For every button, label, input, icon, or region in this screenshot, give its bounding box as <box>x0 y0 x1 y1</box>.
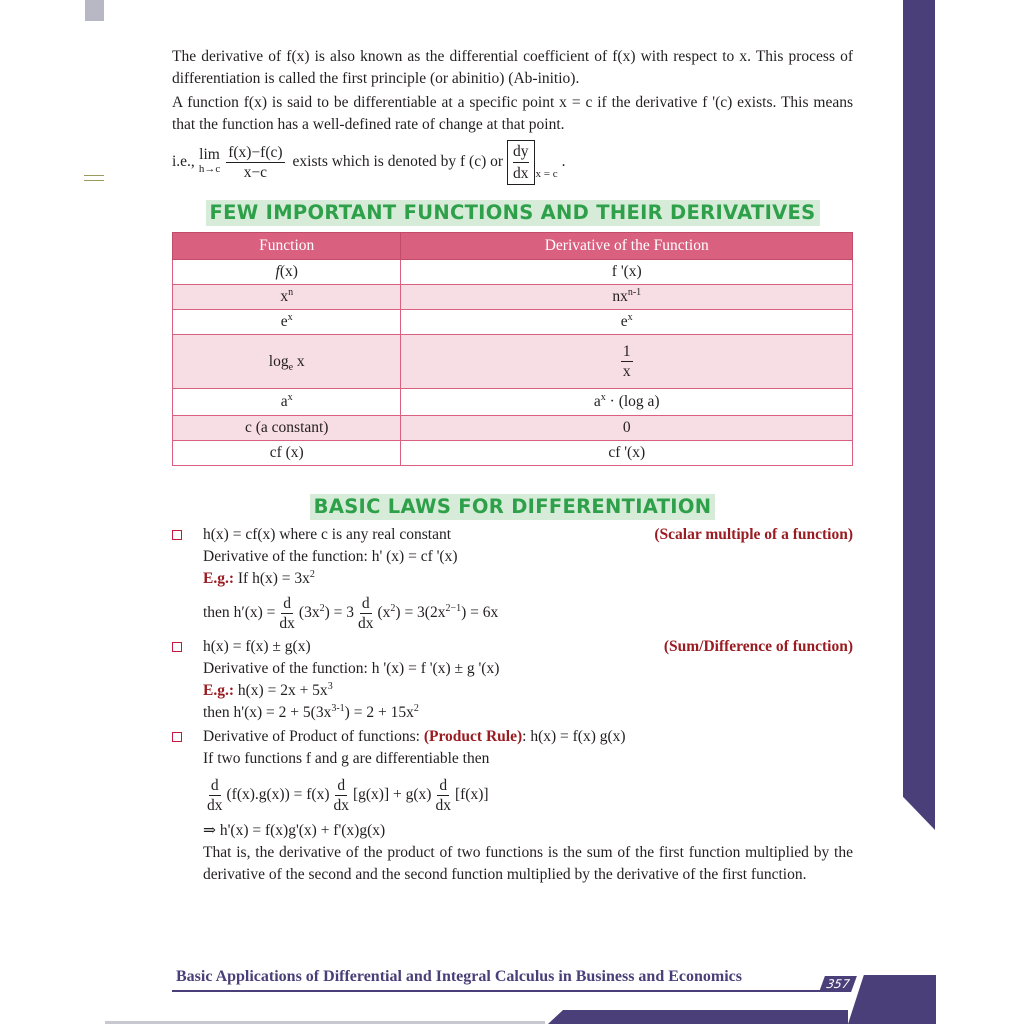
eg-label: E.g.: <box>203 570 234 587</box>
checkbox-bullet-icon <box>172 732 182 742</box>
ie-label: i.e., <box>172 153 195 170</box>
law2-tag: (Sum/Difference of function) <box>663 638 853 655</box>
derivatives-table <box>172 232 853 466</box>
table-header-function: Function <box>173 233 401 260</box>
law3-implies: ⇒ h'(x) = f(x)g'(x) + f'(x)g(x) <box>203 822 386 839</box>
cell-xn: $x^n$ <box>173 285 401 310</box>
law3-rest: : h(x) = f(x) g(x) <box>522 728 626 745</box>
laws-title-wrap <box>172 494 853 520</box>
at-x-equals-c: x = c <box>535 167 558 180</box>
top-tab-decoration <box>85 0 104 21</box>
cell-zero: 0 <box>401 416 853 441</box>
page-content <box>172 46 853 886</box>
law2-then-text: then h'(x) = 2 + 5(3x <box>203 704 332 721</box>
law-scalar-multiple <box>172 524 853 636</box>
product-rule-formula: $\frac{d}{dx}$ (f(x).g(x)) = f(x) $\frac{d}{dx}$ [g(x)] + g(x) $\frac{d}{dx}$ [f(x)] <box>207 776 489 814</box>
law3-statement <box>203 726 853 748</box>
page-number: 357 <box>819 976 857 992</box>
cell-ax-loga: $a^x \cdot (\log$ a) <box>401 389 853 416</box>
law1-derivative: Derivative of the function: h' (x) = cf '(x) <box>203 548 458 565</box>
table-row <box>173 260 853 285</box>
period: . <box>561 153 566 170</box>
law2-then-mid: ) = 2 + 15x <box>344 704 414 721</box>
footer-title: Basic Applications of Differential and Integral Calculus in Business and Economics <box>176 968 742 985</box>
cell-fprime: f '(x) <box>401 260 853 285</box>
cell-ex: $e^x$ <box>173 310 401 335</box>
law1-tag: (Scalar multiple of a function) <box>654 526 853 543</box>
intro-paragraph-2: A function f(x) is said to be differentiable at a specific point x = c if the derivative f '(c) exists. This means that the function has a well-defined rate of change at that point. <box>172 94 853 133</box>
functions-title-wrap <box>172 200 853 226</box>
law2-statement: h(x) = f(x) ± g(x) <box>203 638 311 655</box>
checkbox-bullet-icon <box>172 530 182 540</box>
table-row <box>173 441 853 466</box>
lim-sub: h→c <box>198 163 221 175</box>
law1-statement: h(x) = cf(x) where c is any real constant <box>203 526 452 543</box>
law2-derivative: Derivative of the function: h '(x) = f '(x) ± g '(x) <box>203 660 500 677</box>
intro-paragraph-1: The derivative of f(x) is also known as the differential coefficient of f(x) with respect to x. This process of differentiation is called the first principle (or abinitio) (Ab-initio). <box>172 48 853 87</box>
table-row <box>173 416 853 441</box>
dy-dx-bracket <box>507 140 558 185</box>
law3-explanation: That is, the derivative of the product of two functions is the sum of the first function multiplied by the derivative of the second and the second function multiplied by the derivative of the first function. <box>203 844 853 883</box>
cell-cfprime: cf '(x) <box>401 441 853 466</box>
law2-then: then $h'(x) = 2 + 5(3x^{3-1}) = 2 + 15x^2$ <box>203 702 419 721</box>
side-band <box>903 0 935 830</box>
product-rule-label: (Product Rule) <box>423 728 523 745</box>
cell-ex-deriv: $e^x$ <box>401 310 853 335</box>
cell-fx: f(x) <box>173 260 401 285</box>
difference-quotient <box>226 143 284 182</box>
law2-eg-text: h(x) = 2x + 5x <box>237 682 328 699</box>
table-row <box>173 335 853 389</box>
law2-example: E.g.: $h(x) = 2x + 5x^3$ <box>203 680 333 699</box>
laws-section-title: BASIC LAWS FOR DIFFERENTIATION <box>310 494 716 520</box>
cell-loge-x: $\log_e x$ <box>173 335 401 389</box>
eg-label: E.g.: <box>203 682 234 699</box>
then-label: then <box>203 604 230 621</box>
cell-cfx: cf (x) <box>173 441 401 466</box>
law3-condition: If two functions f and g are differentiable then <box>203 750 490 767</box>
law-product-rule <box>172 726 853 886</box>
frac-numerator: f(x)−f(c) <box>228 143 283 161</box>
dy-text: dy <box>513 141 529 163</box>
law1-calculation: then h′(x) = $\frac{d}{dx}$ $(3x^2) = 3$ $\frac{d}{dx}$ $(x^2) = 3(2x^{2-1}) = 6x$ <box>203 594 499 632</box>
dx-text: dx <box>513 164 529 182</box>
table-row <box>173 285 853 310</box>
law-sum-difference <box>172 636 853 724</box>
law1-eg-text: If h(x) = 3x <box>237 570 310 587</box>
cell-ax: $a^x$ <box>173 389 401 416</box>
law3-lead: Derivative of Product of functions: <box>203 728 420 745</box>
footer-rule <box>172 990 822 992</box>
law1-example: E.g.: If $h(x) = 3x^2$ <box>203 568 315 587</box>
table-row <box>173 389 853 416</box>
lim-text: lim <box>199 146 220 163</box>
footer-band <box>848 975 936 1024</box>
cell-one-over-x: $\frac{1}{x}$ <box>401 335 853 389</box>
frac-denominator: x−c <box>243 163 268 181</box>
bottom-band <box>548 1010 848 1024</box>
limit-definition <box>172 138 853 186</box>
limit-operator <box>199 147 220 177</box>
functions-section-title: FEW IMPORTANT FUNCTIONS AND THEIR DERIVATIVES <box>206 200 820 226</box>
table-row <box>173 310 853 335</box>
table-header-derivative: Derivative of the Function <box>401 233 853 260</box>
cell-constant: c (a constant) <box>173 416 401 441</box>
margin-mark <box>84 175 104 181</box>
exists-text: exists which is denoted by f (c) or <box>292 153 504 170</box>
checkbox-bullet-icon <box>172 642 182 652</box>
cell-nxn-1: $nx^{n-1}$ <box>401 285 853 310</box>
